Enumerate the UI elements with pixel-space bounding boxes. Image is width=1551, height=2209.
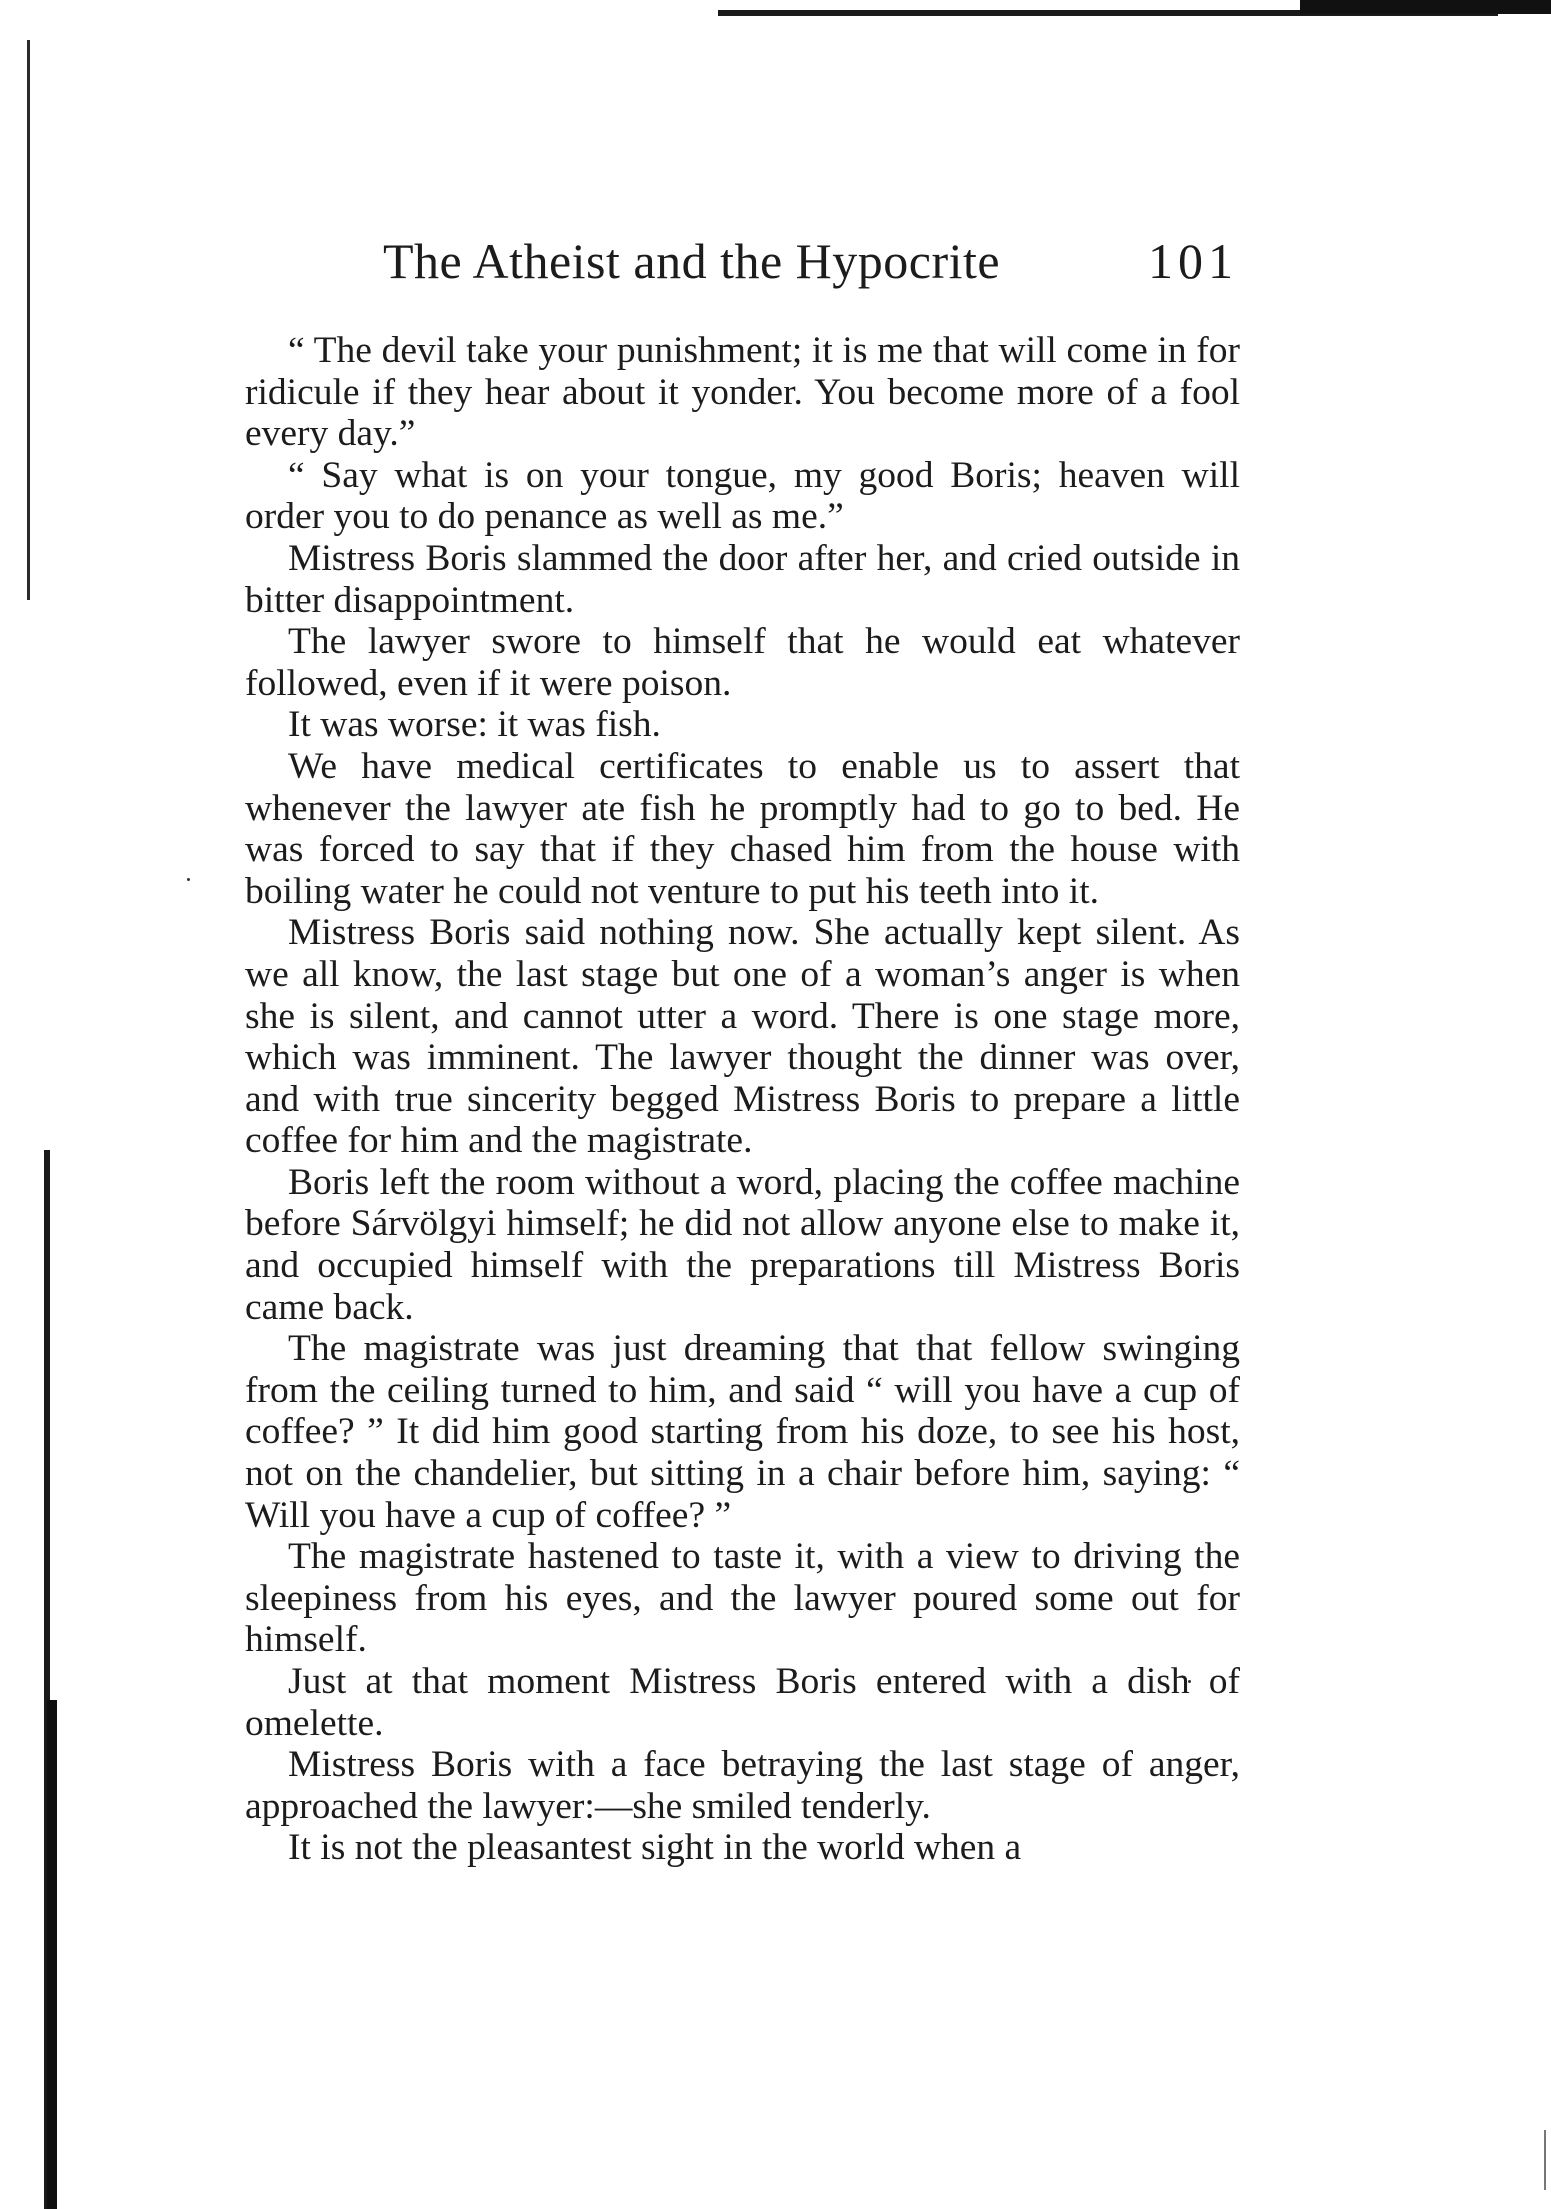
scan-edge-top-corner [1300, 0, 1551, 14]
running-head [383, 228, 1238, 294]
paragraph: The magistrate was just dreaming that that fellow swinging from the ceiling turned to him, and said “ will you have a cup of coffee? ” It did him good starting from his doze, to see his host, not on the chandelier, but sitting in a chair before him, saying: “ Will you have a cup of coffee? ” [245, 1328, 1240, 1536]
paragraph: Just at that moment Mistress Boris entered with a dish of omelette. [245, 1661, 1240, 1744]
scan-speck [187, 878, 190, 881]
paragraph: The magistrate hastened to taste it, with a view to driving the sleepiness from his eyes, and the lawyer poured some out for himself. [245, 1536, 1240, 1661]
paragraph: It was worse: it was fish. [288, 704, 661, 746]
scan-edge-left-bar-thick [47, 1700, 57, 2209]
scan-edge-left-line [27, 40, 30, 600]
paragraph: The lawyer swore to himself that he would eat whatever followed, even if it were poison. [245, 621, 1240, 704]
paragraph: Mistress Boris said nothing now. She actually kept silent. As we all know, the last stage but one of a woman’s anger is when she is silent, and cannot utter a word. There is one stage more, which was imminent. The lawyer thought the dinner was over, and with true sincerity begged Mistress Boris to prepare a little coffee for him and the magistrate. [245, 912, 1240, 1162]
paragraph: Mistress Boris slammed the door after her, and cried outside in bitter disappointment. [245, 537, 1240, 621]
paragraph: It is not the pleasantest sight in the world when a [288, 1827, 1022, 1869]
body-text [245, 330, 1240, 1869]
paragraph: “ Say what is on your tongue, my good Boris; heaven will order you to do penance as well as me.” [245, 454, 1240, 538]
paragraph: We have medical certificates to enable us to assert that whenever the lawyer ate fish he promptly had to go to bed. He was forced to say that if they chased him from the house with boiling water he could not venture to put his teeth into it. [245, 745, 1240, 912]
paragraph: Mistress Boris with a face betraying the last stage of anger, approached the lawyer:—she smiled tenderly. [245, 1744, 1240, 1827]
running-title: The Atheist and the Hypocrite [383, 233, 1001, 289]
paragraph: “ The devil take your punishment; it is me that will come in for ridicule if they hear about it yonder. You become more of a fool every day.” [245, 330, 1240, 455]
scan-edge-right-mark [1544, 2130, 1546, 2190]
page-number: 101 [1148, 233, 1238, 289]
paragraph: Boris left the room without a word, placing the coffee machine before Sárvölgyi himself; he did not allow anyone else to make it, and occupied himself with the preparations till Mistress Boris came back. [245, 1161, 1240, 1328]
